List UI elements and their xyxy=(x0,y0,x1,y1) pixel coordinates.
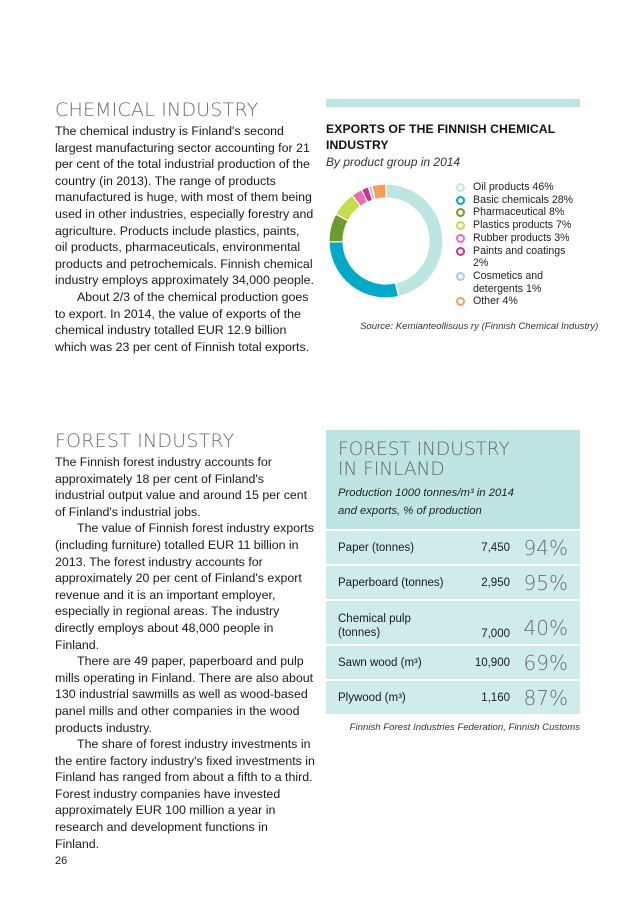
legend-swatch-icon xyxy=(456,234,465,243)
row-name: Paperboard (tonnes) xyxy=(338,576,444,589)
legend-item xyxy=(456,219,583,232)
table-header xyxy=(326,430,580,529)
paragraph: The value of Finnish forest industry exports (including furniture) totalled EUR 11 billion in 2013. The forest industry accounts for approximately 20 per cent of Finland's export revenue and it is an important employer, especially in regional areas. The industry directly employs about 48,000 people in Finland. xyxy=(55,521,314,652)
row-exports: 69% xyxy=(523,650,568,675)
table-subtitle xyxy=(338,484,568,520)
table-row xyxy=(326,644,580,679)
legend-label: Plastics products 7% xyxy=(473,219,572,232)
table-row xyxy=(326,529,580,564)
legend-swatch-icon xyxy=(456,196,465,205)
table-subtitle-line: Production 1000 tonnes/m³ in 2014 xyxy=(338,487,514,499)
paragraph: About 2/3 of the chemical production goes to export. In 2014, the value of exports of the chemical industry totalled EUR 12.9 billion which was 23 per cent of Finnish total exports. xyxy=(55,289,310,354)
row-exports: 95% xyxy=(523,570,568,595)
legend-swatch-icon xyxy=(456,208,465,217)
row-name: Plywood (m³) xyxy=(338,691,406,704)
chart-title: EXPORTS OF THE FINNISH CHEMICAL INDUSTRY xyxy=(326,122,556,152)
legend-label: Pharmaceutical 8% xyxy=(473,206,565,219)
chart-source: Source: Kemianteollisuus ry (Finnish Chemical Industry) xyxy=(360,321,599,332)
legend-item xyxy=(456,245,583,270)
paragraph: The Finnish forest industry accounts for approximately 18 per cent of Finland's industrial output value and around 15 per cent of Finland's industrial jobs. xyxy=(55,455,308,519)
row-exports: 40% xyxy=(523,616,568,640)
decorative-bar xyxy=(326,99,580,107)
legend-label: Cosmetics and detergents 1% xyxy=(473,269,544,295)
legend-label: Oil products 46% xyxy=(473,181,554,193)
paragraph: The chemical industry is Finland's second largest manufacturing sector accounting for 21 per cent of the total industrial production of the country (in 2013). The range of products manufactured is huge, with most of them being used in other industries, especially forestry and agriculture. Products include plastics, paints, oil products, pharmaceuticals, environmental products and petrochemicals. Finnish chemical industry employs approximately 34,000 people. xyxy=(55,124,314,288)
row-name: Paper (tonnes) xyxy=(338,541,415,554)
page-number: 26 xyxy=(55,855,68,867)
donut-slice-oil-products xyxy=(386,184,443,297)
legend-label: Paints and coatings 2% xyxy=(473,244,566,270)
row-production: 2,950 xyxy=(481,576,510,589)
legend-label: Basic chemicals 28% xyxy=(473,193,574,206)
row-exports: 87% xyxy=(523,685,568,710)
row-production: 10,900 xyxy=(474,656,510,669)
row-name: Chemical pulp (tonnes) xyxy=(338,613,411,639)
chemical-industry-heading: CHEMICAL INDUSTRY xyxy=(55,99,259,121)
donut-slice-basic-chemicals xyxy=(329,242,399,298)
table-title xyxy=(338,440,568,480)
legend-swatch-icon xyxy=(456,221,465,230)
chemical-industry-section xyxy=(55,99,315,355)
legend-item xyxy=(456,295,583,308)
chemical-industry-body xyxy=(55,123,315,355)
table-row xyxy=(326,599,580,644)
legend-item xyxy=(456,270,583,295)
legend-item xyxy=(456,232,583,245)
chemical-exports-chart xyxy=(326,99,599,332)
forest-industry-body xyxy=(55,454,315,852)
forest-industry-heading: FOREST INDUSTRY xyxy=(55,430,235,452)
legend-swatch-icon xyxy=(456,247,465,256)
row-production: 1,160 xyxy=(481,691,510,704)
forest-industry-section xyxy=(55,430,315,852)
table-title-line: FOREST INDUSTRY xyxy=(338,439,510,460)
chart-legend xyxy=(456,181,583,308)
legend-swatch-icon xyxy=(456,297,465,306)
table-source: Finnish Forest Industries Federation, Finnish Customs xyxy=(349,722,580,733)
legend-item xyxy=(456,181,583,194)
legend-swatch-icon xyxy=(456,183,465,192)
row-name: Sawn wood (m³) xyxy=(338,656,422,669)
row-production: 7,450 xyxy=(481,541,510,554)
paragraph: The share of forest industry investments in the entire factory industry's fixed investments in Finland has ranged from about a fifth to a third. Forest industry companies have invested approximately EUR 100 million a year in research and development functions in Finland. xyxy=(55,737,315,851)
paragraph: There are 49 paper, paperboard and pulp mills operating in Finland. There are also about 130 industrial sawmills as well as wood-based panel mills and other companies in the wood products industry. xyxy=(55,654,314,735)
table-row xyxy=(326,564,580,599)
legend-label: Rubber products 3% xyxy=(473,231,570,244)
table-subtitle-line: and exports, % of production xyxy=(338,505,482,517)
legend-label: Other 4% xyxy=(473,295,518,308)
legend-swatch-icon xyxy=(456,272,465,281)
legend-item xyxy=(456,194,583,207)
table-title-line: IN FINLAND xyxy=(338,459,445,480)
row-production: 7,000 xyxy=(481,628,510,640)
forest-industry-table xyxy=(326,430,580,733)
donut-chart xyxy=(326,181,446,301)
table-row xyxy=(326,679,580,714)
row-exports: 94% xyxy=(523,535,568,560)
legend-item xyxy=(456,206,583,219)
chart-subtitle: By product group in 2014 xyxy=(326,155,461,169)
